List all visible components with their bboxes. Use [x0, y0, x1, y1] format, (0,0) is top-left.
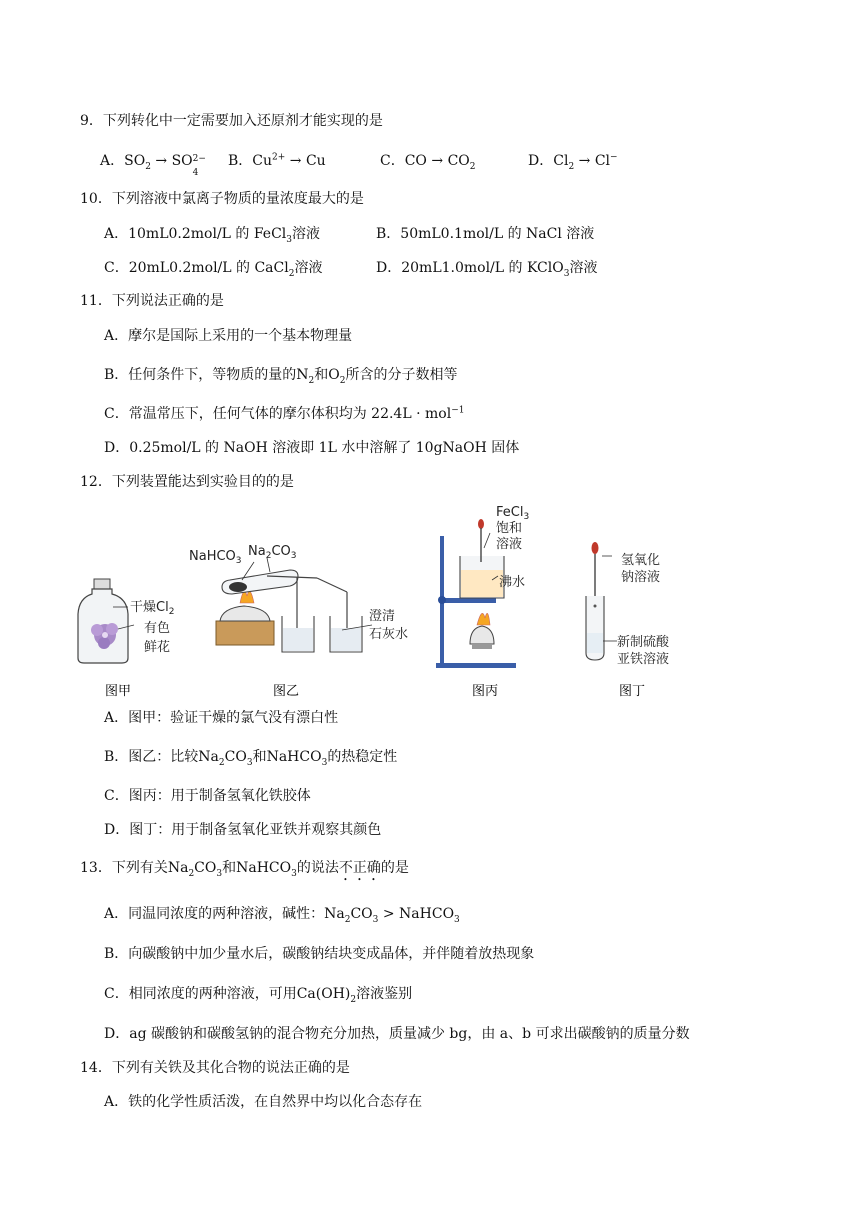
q13-stem: 13．下列有关$Na_2CO_3$和NaHCO$_3$的说法不正确的是	[80, 860, 409, 879]
q12-option-d: D．图丁：用于制备氢氧化亚铁并观察其颜色	[104, 822, 382, 838]
fig-jia-bottle	[78, 579, 134, 663]
q11-option-c: C．常温常压下，任何气体的摩尔体积均为 22.4L · mol$^{-1}$	[104, 405, 465, 422]
q11-option-a: A．摩尔是国际上采用的一个基本物理量	[104, 328, 353, 344]
q9-option-b: B．$Cu^{2+} \to Cu$	[228, 152, 326, 169]
q9-option-a: A．$SO_2$ → SO 2− 4	[100, 153, 206, 178]
q9-stem: 9．下列转化中一定需要加入还原剂才能实现的是	[80, 113, 383, 129]
fig-yi-caption: 图乙	[273, 684, 300, 699]
q13-option-c: C．相同浓度的两种溶液，可用$Ca(OH)_2$溶液鉴别	[104, 986, 413, 1005]
q14-option-a: A．铁的化学性质活泼，在自然界中均以化合态存在	[104, 1094, 423, 1110]
fig-bing-label-fecl3: FeCl$_3$	[496, 505, 530, 522]
q13-option-d: D．ag 碳酸钠和碳酸氢钠的混合物充分加热，质量减少 bg，由 a、b 可求出碳酸钠的质量分数	[104, 1026, 690, 1042]
q10-option-d: D．20mL1.0mol/L 的 KClO$_3$溶液	[376, 260, 598, 279]
fig-bing-caption: 图丙	[472, 684, 499, 699]
q10-option-b: B．50mL0.1mol/L 的 NaCl 溶液	[376, 226, 595, 242]
fig-bing-label-rongye: 溶液	[496, 537, 523, 552]
fig-yi-label-na2co3: $Na_2CO_3$	[248, 544, 297, 561]
fig-yi-apparatus	[216, 558, 372, 652]
fig-ding-label-fe1: 新制硫酸	[617, 635, 670, 650]
q12-option-a: A．图甲：验证干燥的氯气没有漂白性	[104, 710, 339, 726]
fig-ding-label-naoh1: 氢氧化	[621, 553, 661, 568]
fig-yi-label-nahco3: NaHCO$_3$	[189, 549, 242, 566]
q11-stem: 11．下列说法正确的是	[80, 293, 224, 309]
fig-ding-label-naoh2: 钠溶液	[621, 570, 661, 585]
fig-ding-apparatus	[586, 542, 617, 660]
q10-stem: 10．下列溶液中氯离子物质的量浓度最大的是	[80, 191, 364, 207]
q12-option-b: B．图乙：比较$Na_2CO_3$和NaHCO$_3$的热稳定性	[104, 749, 398, 768]
q12-apparatus-figure	[72, 498, 712, 708]
q11-option-b: B．任何条件下，等物质的量的$N_2$和$O_2$所含的分子数相等	[104, 367, 458, 386]
q13-option-b: B．向碳酸钠中加少量水后，碳酸钠结块变成晶体，并伴随着放热现象	[104, 946, 535, 962]
q13-option-a: A．同温同浓度的两种溶液，碱性：$Na_2CO_3$ > NaHCO$_3$	[104, 906, 460, 925]
fig-yi-label-lime1: 澄清	[369, 609, 396, 624]
q12-option-c: C．图丙：用于制备氢氧化铁胶体	[104, 788, 311, 804]
fig-jia-label-xianhua: 鲜花	[144, 640, 171, 655]
q9-option-c: C．CO → $CO_2$	[380, 153, 476, 172]
q14-stem: 14．下列有关铁及其化合物的说法正确的是	[80, 1060, 350, 1076]
q9-option-d: D．$Cl_2 \to Cl^-$	[528, 152, 618, 172]
fig-yi-label-lime2: 石灰水	[369, 627, 409, 642]
fig-jia-label-youse: 有色	[144, 621, 171, 636]
dropper-icon	[478, 519, 484, 562]
q10-option-c: C．20mL0.2mol/L 的 CaCl$_2$溶液	[104, 260, 323, 279]
q12-stem: 12．下列装置能达到实验目的的是	[80, 474, 294, 490]
fig-jia-label-cl2: 干燥$Cl_2$	[130, 600, 175, 617]
fig-ding-label-fe2: 亚铁溶液	[617, 652, 670, 667]
fig-jia-caption: 图甲	[105, 684, 132, 699]
emphasis-not-correct: 不正确	[338, 860, 381, 876]
fig-bing-label-water: 沸水	[499, 575, 526, 590]
q10-option-a: A．10mL0.2mol/L 的 FeCl$_3$溶液	[104, 226, 321, 245]
test-tube-outer	[222, 570, 298, 594]
q11-option-d: D．0.25mol/L 的 NaOH 溶液即 1L 水中溶解了 10gNaOH 固体	[104, 440, 520, 456]
fig-ding-caption: 图丁	[619, 684, 646, 699]
fig-bing-label-baohe: 饱和	[496, 521, 523, 536]
